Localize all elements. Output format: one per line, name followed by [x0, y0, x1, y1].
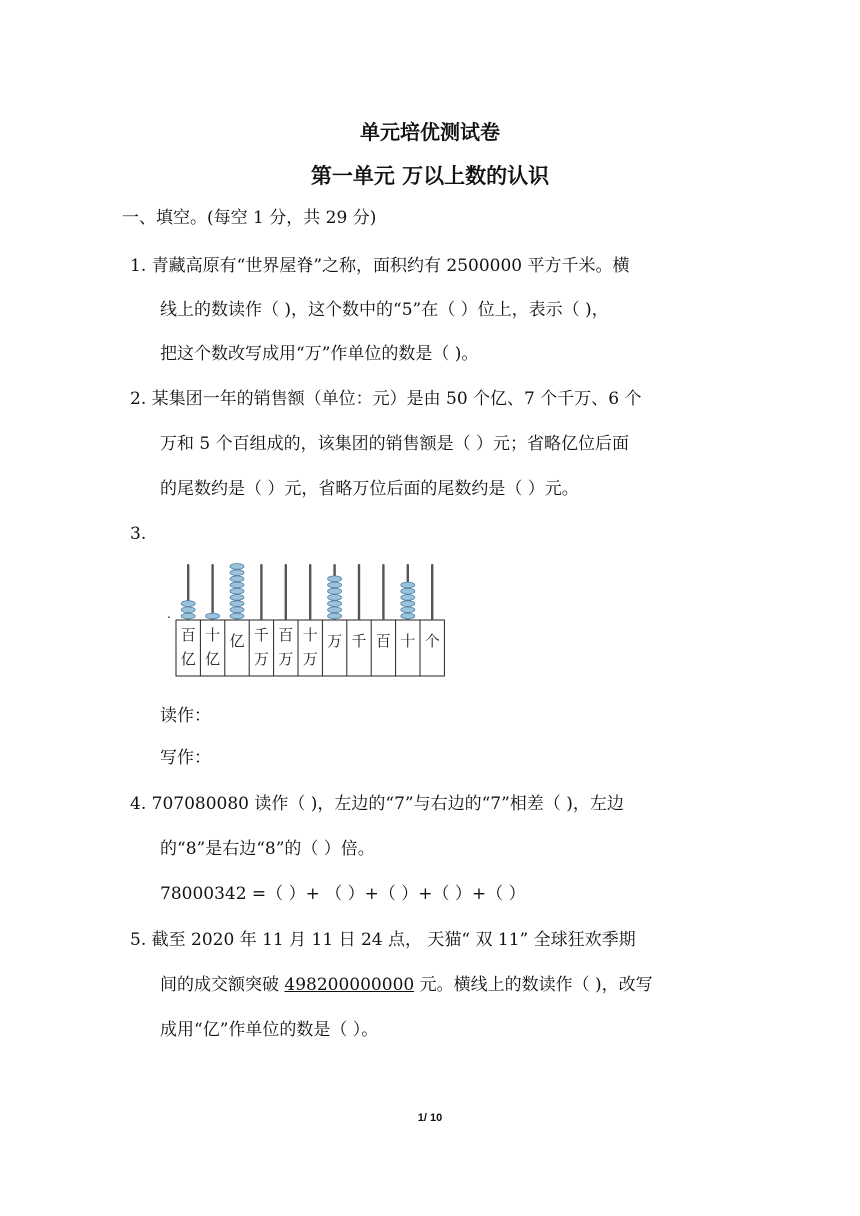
abacus-bead — [401, 595, 415, 601]
q3-read-label: 读作： — [160, 706, 211, 726]
abacus-bead — [328, 588, 342, 594]
page-number: 1/ 10 — [417, 1112, 443, 1124]
q5-line2-pre: 间的成交额突破 — [160, 975, 285, 995]
abacus-label-top: 十 — [302, 626, 318, 644]
q2-line1: 2. 某集团一年的销售额（单位：元）是由 50 个亿、7 个千万、6 个 — [130, 389, 642, 409]
abacus-bead — [230, 588, 244, 594]
abacus-rod — [309, 564, 311, 620]
abacus-label-bottom: 万 — [278, 650, 294, 668]
abacus-label-bottom: 万 — [302, 650, 318, 668]
q2-line2: 万和 5 个百组成的，该集团的销售额是（ ）元；省略亿位后面 — [160, 434, 630, 454]
q1-line2: 线上的数读作（ )，这个数中的“5”在（ ）位上，表示（ )， — [160, 300, 609, 320]
abacus-label-top: 千 — [351, 632, 367, 650]
abacus-rod — [285, 564, 287, 620]
abacus-label-top: 亿 — [229, 632, 245, 650]
abacus-label-top: 十 — [205, 626, 221, 644]
q5-line2-post: 元。横线上的数读作（ )，改写 — [414, 975, 653, 995]
abacus-label-bottom: 亿 — [180, 650, 196, 668]
q4-line3: 78000342 =（ ）+ （ ）+（ ）+（ ）+（ ） — [160, 884, 526, 904]
abacus-rod — [260, 564, 262, 620]
abacus-bead — [230, 564, 244, 570]
abacus-bead — [230, 601, 244, 607]
q1-line1: 1. 青藏高原有“世界屋脊”之称，面积约有 2500000 平方千米。横 — [130, 256, 630, 276]
abacus-rod — [382, 564, 384, 620]
abacus-bead — [181, 613, 195, 619]
abacus-bead — [230, 613, 244, 619]
q5-line3: 成用“亿”作单位的数是（ ）。 — [160, 1020, 379, 1040]
page-subtitle: 第一单元 万以上数的认识 — [310, 164, 550, 188]
abacus-bead — [230, 607, 244, 613]
q3-dot: . — [167, 607, 171, 621]
abacus-label-bottom: 万 — [253, 650, 269, 668]
abacus-bead — [328, 582, 342, 588]
q5-line1: 5. 截至 2020 年 11 月 11 日 24 点， 天猫“ 双 11” 全球狂欢季期 — [130, 930, 636, 950]
abacus-bead — [328, 595, 342, 601]
q4-line1: 4. 707080080 读作（ )，左边的“7”与右边的“7”相差（ )，左边 — [130, 794, 624, 814]
abacus-figure — [166, 560, 446, 680]
abacus-bead — [181, 601, 195, 607]
abacus-bead — [206, 613, 220, 619]
abacus-label-bottom: 亿 — [205, 650, 221, 668]
q5-underlined-number: 498200000000 — [284, 975, 415, 995]
abacus-label-top: 千 — [253, 626, 269, 644]
q4-line2: 的“8”是右边“8”的（ ）倍。 — [160, 839, 375, 859]
abacus-bead — [328, 607, 342, 613]
abacus-bead — [401, 601, 415, 607]
section-heading: 一、填空。(每空 1 分，共 29 分) — [122, 208, 377, 228]
abacus-bead — [328, 613, 342, 619]
abacus-bead — [401, 588, 415, 594]
abacus-bead — [230, 576, 244, 582]
q5-line2 — [160, 973, 653, 997]
abacus-bead — [230, 570, 244, 576]
abacus-bead — [328, 601, 342, 607]
q2-line3: 的尾数约是（ ）元，省略万位后面的尾数约是（ ）元。 — [160, 479, 579, 499]
abacus-rod — [431, 564, 433, 620]
abacus-label-top: 个 — [424, 632, 440, 650]
q3-number: 3. — [130, 524, 147, 544]
abacus-label-top: 百 — [278, 626, 294, 644]
q3-write-label: 写作： — [160, 748, 211, 768]
q1-line3: 把这个数改写成用“万”作单位的数是（ )。 — [160, 344, 479, 364]
abacus-label-top: 百 — [375, 632, 391, 650]
abacus-label-top: 百 — [180, 626, 196, 644]
abacus-bead — [181, 607, 195, 613]
abacus-bead — [401, 582, 415, 588]
abacus-bead — [401, 613, 415, 619]
abacus-rod — [211, 564, 213, 620]
abacus-bead — [230, 582, 244, 588]
page-title: 单元培优测试卷 — [360, 120, 500, 144]
abacus-bead — [230, 595, 244, 601]
abacus-label-top: 十 — [400, 632, 416, 650]
abacus-label-top: 万 — [327, 632, 343, 650]
abacus-bead — [401, 607, 415, 613]
abacus-bead — [328, 576, 342, 582]
abacus-rod — [358, 564, 360, 620]
